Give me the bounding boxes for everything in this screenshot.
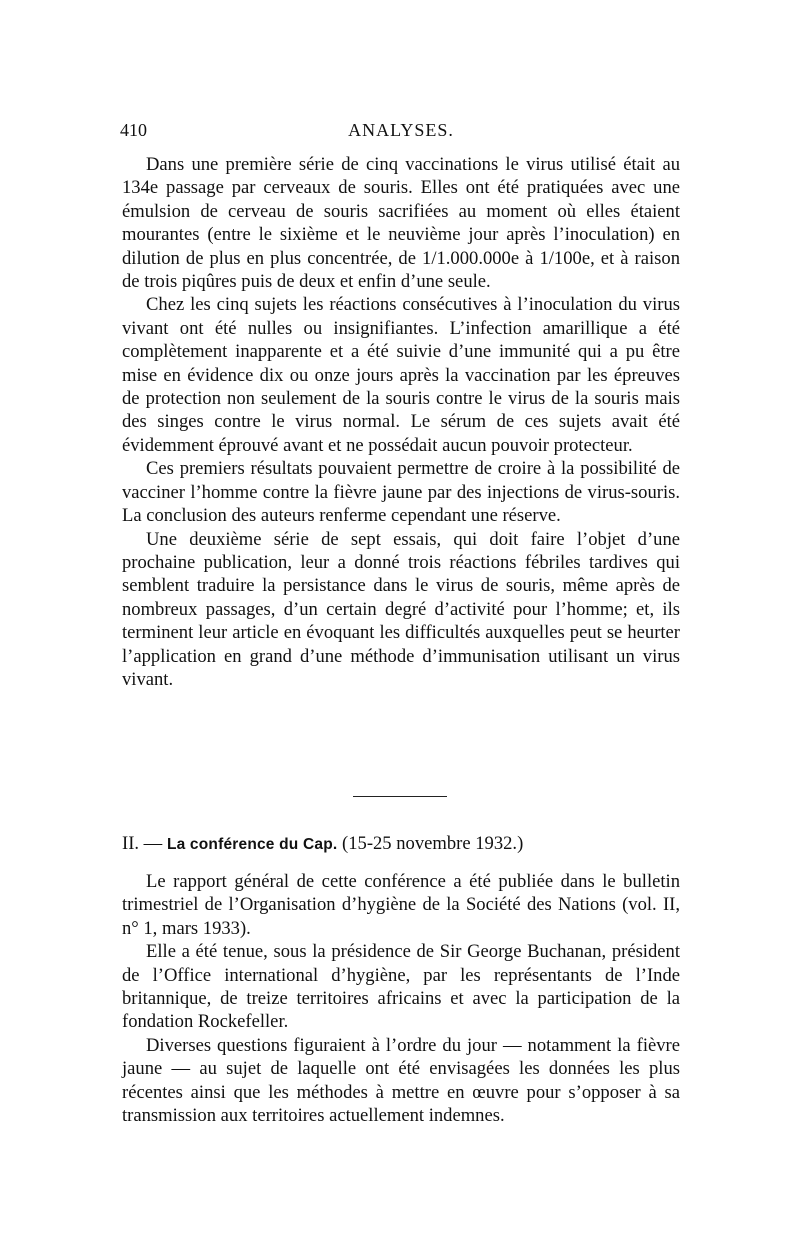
paragraph: Ces premiers résultats pouvaient permettre de croire à la possibilité de vacciner l’homme contre la fièvre jaune par des injections de virus-souris. La conclusion des auteurs renferme cependant une réserve.: [122, 458, 680, 527]
section-divider: [353, 796, 447, 797]
paragraph: Une deuxième série de sept essais, qui doit faire l’objet d’une prochaine publication, leur a donné trois réactions fébriles tardives qui semblent traduire la persistance dans le virus de souris, même après de nombreux passages, d’un certain degré d’activité pour l’homme; et, ils terminent leur article en évoquant les difficultés auxquelles peut se heurter l’application en grand d’une méthode d’immunisation utilisant un virus vivant.: [122, 528, 680, 690]
paragraph: Diverses questions figuraient à l’ordre du jour — notamment la fièvre jaune — au sujet de laquelle ont été envisagées les données les plus récentes ainsi que les méthodes à mettre en œuvre pour s’opposer à sa transmission aux territoires actuellement indemnes.: [122, 1034, 680, 1127]
section-one-body: [122, 153, 680, 691]
paragraph: Dans une première série de cinq vaccinations le virus utilisé était au 134e passage par cerveaux de souris. Elles ont été pratiquées avec une émulsion de cerveau de souris sacrifiées au moment où elles étaient mourantes (entre le sixième et le neuvième jour après l’inoculation) en dilution de plus en plus concentrée, de 1/1.000.000e à 1/100e, et à raison de trois piqûres puis de deux et enfin d’une seule.: [122, 154, 680, 293]
running-title: ANALYSES.: [348, 120, 454, 140]
section-dates: (15-25 novembre 1932.): [342, 833, 524, 854]
paragraph: Elle a été tenue, sous la présidence de Sir George Buchanan, président de l’Office international d’hygiène, par les représentants de l’Inde britannique, de treize territoires africains et avec la participation de la fondation Rockefeller.: [122, 941, 680, 1033]
paragraph: Le rapport général de cette conférence a été publiée dans le bulletin trimestriel de l’Organisation d’hygiène de la Société des Nations (vol. II, n° 1, mars 1933).: [122, 871, 680, 939]
section-two-body: [122, 870, 680, 1127]
paragraph: Chez les cinq sujets les réactions consécutives à l’inoculation du virus vivant ont été nulles ou insignifiantes. L’infection amarillique a été complètement inapparente et a été suivie d’une immunité qui a pu être mise en évidence dix ou onze jours après la vaccination par les épreuves de protection non seulement de la souris contre le virus de la souris mais des singes contre le virus normal. Le sérum de ces sujets avait été évidemment éprouvé avant et ne possédait aucun pouvoir protecteur.: [122, 294, 680, 456]
page-header: [120, 118, 682, 142]
section-number: II. —: [122, 833, 163, 854]
page-number: 410: [120, 120, 147, 140]
section-title: La conférence du Cap.: [166, 836, 338, 853]
section-heading: [122, 832, 682, 857]
